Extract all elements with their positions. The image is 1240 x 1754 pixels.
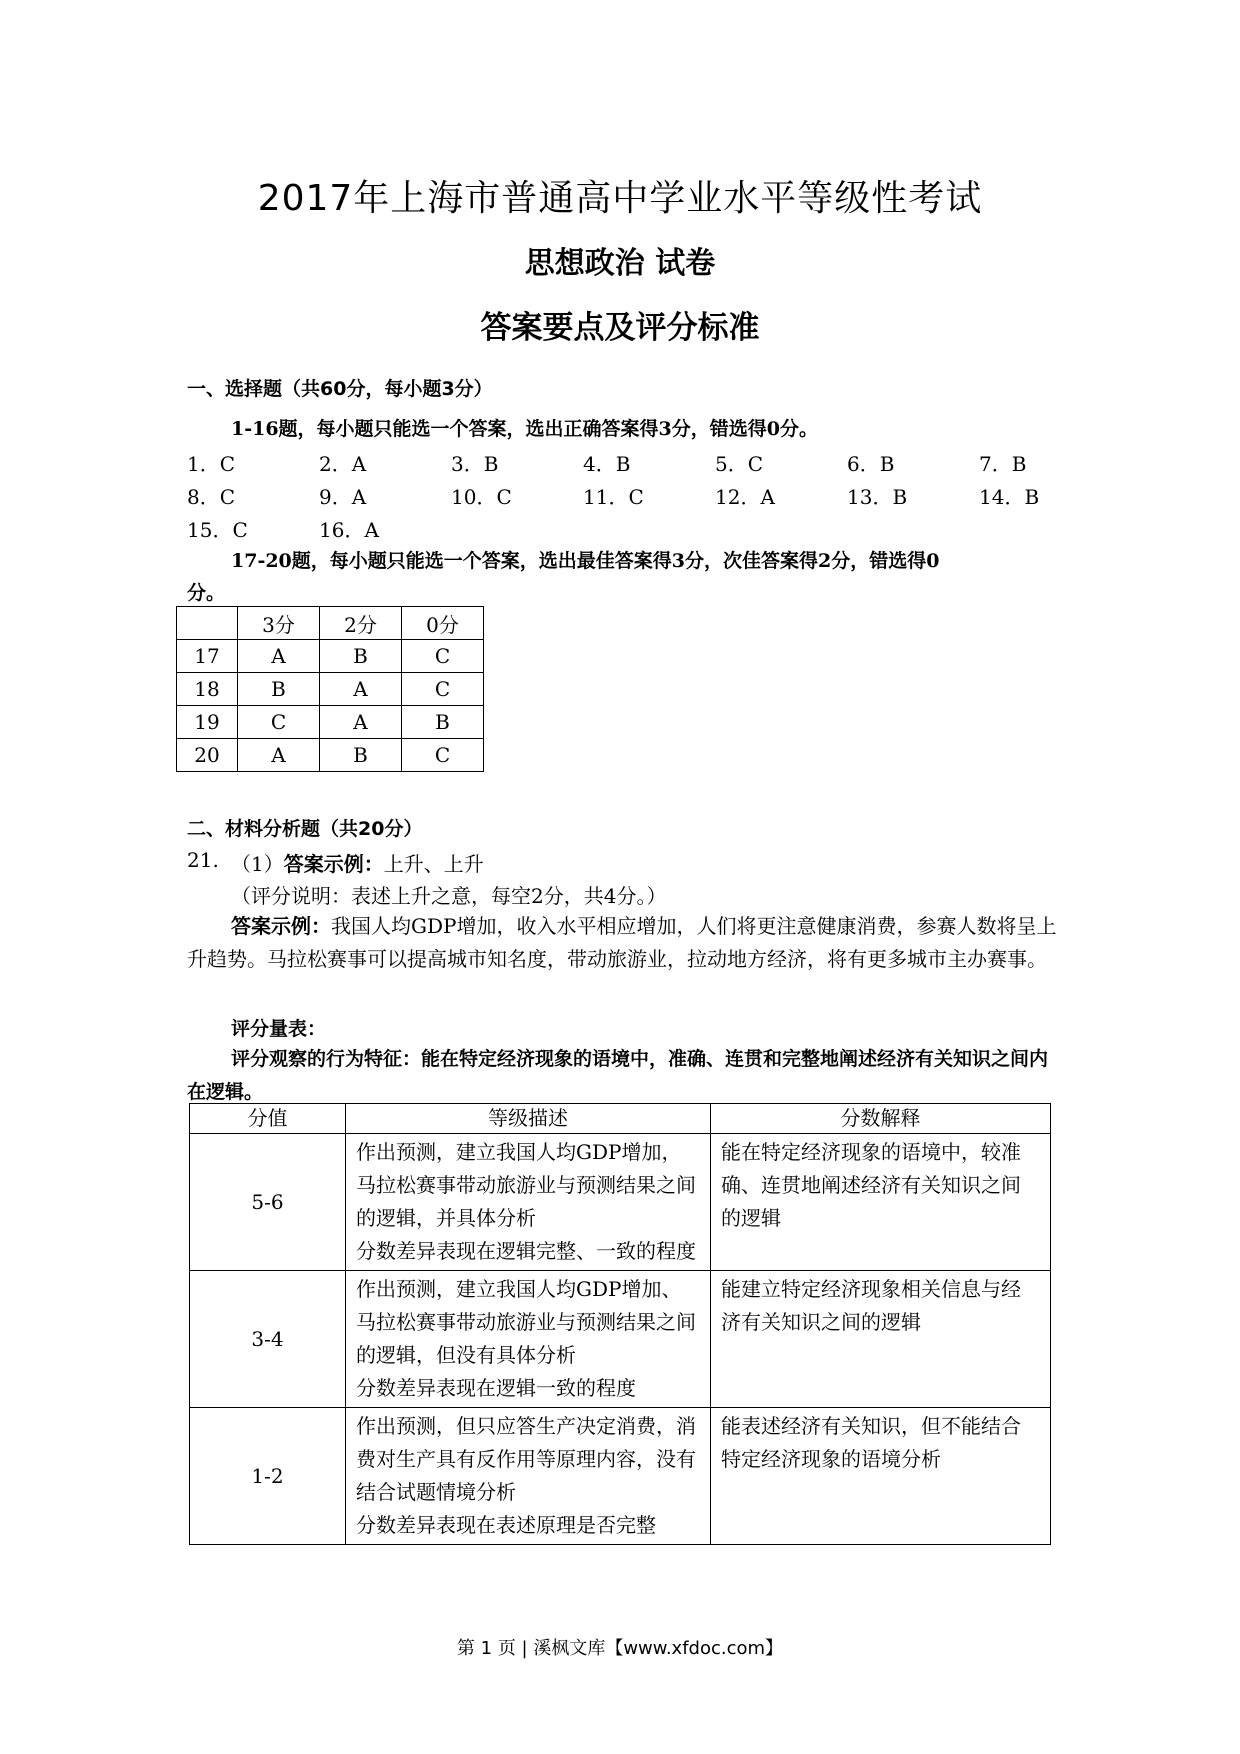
table-row [177, 739, 484, 772]
table-row [177, 706, 484, 739]
example2-paragraph [187, 910, 1057, 976]
rubric-header-cell: 分数解释 [711, 1104, 1051, 1134]
table-cell: A [238, 640, 320, 673]
answer-13: 13．B [847, 485, 908, 509]
table-cell: C [402, 739, 484, 772]
answer-12: 12．A [715, 485, 775, 509]
table-header-cell: 2分 [320, 607, 402, 640]
table-cell: B [402, 706, 484, 739]
answer-6: 6．B [847, 452, 895, 476]
table-cell: A [238, 739, 320, 772]
table-cell: A [320, 673, 402, 706]
answer-1: 1．C [187, 452, 236, 476]
rubric-explain: 能建立特定经济现象相关信息与经济有关知识之间的逻辑 [711, 1271, 1051, 1408]
section1-note1: 1-16题，每小题只能选一个答案，选出正确答案得3分，错选得0分。 [231, 418, 818, 440]
rubric-desc: 作出预测，建立我国人均GDP增加、马拉松赛事带动旅游业与预测结果之间的逻辑，但没有具体分析 分数差异表现在逻辑一致的程度 [346, 1271, 711, 1408]
rubric-row [190, 1408, 1051, 1545]
rubric-score: 5-6 [190, 1134, 346, 1271]
table-header-cell [177, 607, 238, 640]
rubric-label: 评分量表： [231, 1018, 327, 1040]
rubric-explain: 能在特定经济现象的语境中，较准确、连贯地阐述经济有关知识之间的逻辑 [711, 1134, 1051, 1271]
answer-15: 15．C [187, 518, 248, 542]
answer-5: 5．C [715, 452, 764, 476]
table-cell: 18 [177, 673, 238, 706]
exam-title: 2017年上海市普通高中学业水平等级性考试 [257, 178, 983, 219]
rubric-header-row [190, 1104, 1051, 1134]
q21-answer: 上升、上升 [383, 852, 484, 876]
table-cell: B [320, 739, 402, 772]
behavior-text: 评分观察的行为特征：能在特定经济现象的语境中，准确、连贯和完整地阐述经济有关知识之间内在逻辑。 [187, 1048, 1049, 1103]
table-cell: B [320, 640, 402, 673]
answer-14: 14．B [979, 485, 1040, 509]
table-cell: 19 [177, 706, 238, 739]
table-header-cell: 0分 [402, 607, 484, 640]
rubric-score: 3-4 [190, 1271, 346, 1408]
rubric-header-cell: 分值 [190, 1104, 346, 1134]
table-cell: A [320, 706, 402, 739]
q21-line [231, 848, 484, 877]
answer-10: 10．C [451, 485, 512, 509]
answer-7: 7．B [979, 452, 1027, 476]
document-title: 答案要点及评分标准 [480, 310, 760, 346]
table-header-cell: 3分 [238, 607, 320, 640]
q21-part: （1） [231, 852, 284, 876]
answer-16: 16．A [319, 518, 379, 542]
rubric-table [189, 1103, 1051, 1545]
rubric-row [190, 1271, 1051, 1408]
section1-heading: 一、选择题（共60分，每小题3分） [187, 378, 493, 400]
example2-label: 答案示例： [231, 914, 331, 938]
rubric-row [190, 1134, 1051, 1271]
answer-9: 9．A [319, 485, 367, 509]
rubric-desc: 作出预测，但只应答生产决定消费，消费对生产具有反作用等原理内容，没有结合试题情境分析 分数差异表现在表述原理是否完整 [346, 1408, 711, 1545]
example-label: 答案示例： [283, 852, 384, 876]
table-cell: 20 [177, 739, 238, 772]
answer-8: 8．C [187, 485, 236, 509]
table-cell: B [238, 673, 320, 706]
section1-note2-line1: 17-20题，每小题只能选一个答案，选出最佳答案得3分，次佳答案得2分，错选得0 [231, 550, 940, 572]
answers-table-17-20 [176, 606, 484, 772]
table-row [177, 640, 484, 673]
scoring-note: （评分说明：表述上升之意，每空2分，共4分。） [231, 884, 667, 908]
table-cell: C [402, 673, 484, 706]
table-cell: 17 [177, 640, 238, 673]
section2-heading: 二、材料分析题（共20分） [187, 818, 423, 840]
rubric-header-cell: 等级描述 [346, 1104, 711, 1134]
rubric-desc: 作出预测，建立我国人均GDP增加，马拉松赛事带动旅游业与预测结果之间的逻辑，并具体分析 分数差异表现在逻辑完整、一致的程度 [346, 1134, 711, 1271]
table-cell: C [402, 640, 484, 673]
section1-note2-line2: 分。 [187, 582, 226, 604]
rubric-explain: 能表述经济有关知识，但不能结合特定经济现象的语境分析 [711, 1408, 1051, 1545]
table-header-row [177, 607, 484, 640]
answer-11: 11．C [583, 485, 644, 509]
q21-number: 21. [187, 848, 219, 872]
answer-2: 2．A [319, 452, 367, 476]
answer-4: 4．B [583, 452, 631, 476]
table-cell: C [238, 706, 320, 739]
example2-text: 我国人均GDP增加，收入水平相应增加，人们将更注意健康消费，参赛人数将呈上升趋势。马拉松赛事可以提高城市知名度，带动旅游业，拉动地方经济，将有更多城市主办赛事。 [187, 914, 1057, 971]
page-footer: 第 1 页 | 溪枫文库【www.xfdoc.com】 [456, 1638, 784, 1659]
rubric-score: 1-2 [190, 1408, 346, 1545]
table-row [177, 673, 484, 706]
exam-subtitle: 思想政治 试卷 [524, 246, 716, 281]
answer-3: 3．B [451, 452, 499, 476]
